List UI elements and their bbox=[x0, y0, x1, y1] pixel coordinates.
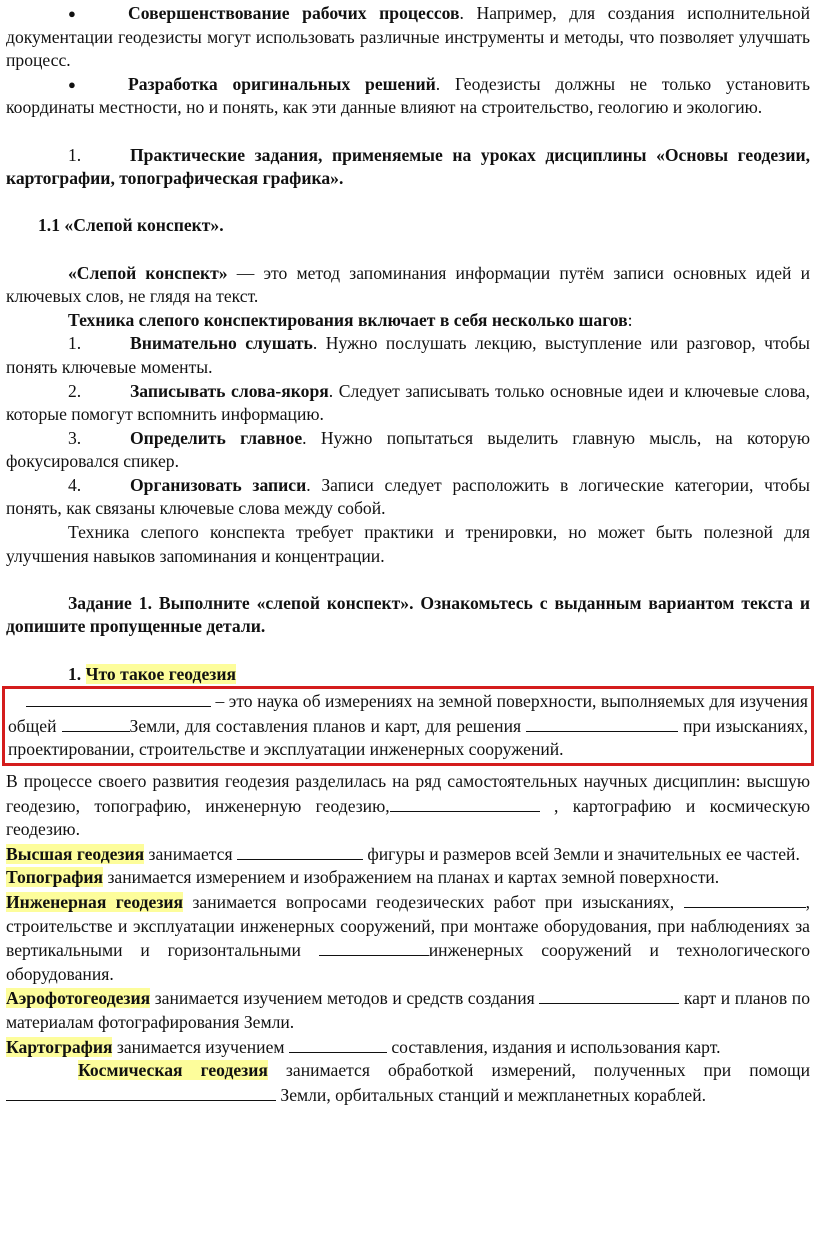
section-heading: 1. Практические задания, применяемые на уроках дисциплины «Основы геодезии, картографии, топографическая графика». bbox=[6, 144, 810, 189]
technique-intro: Техника слепого конспектирования включает в себя несколько шагов: bbox=[68, 309, 633, 330]
discipline-topo: Топография занимается измерением и изображением на планах и картах земной поверхности. bbox=[6, 867, 720, 888]
step-item: 4. Организовать записи. Записи следует расположить в логические категории, чтобы понять, как связаны ключевые слова между собой. bbox=[6, 474, 810, 519]
blank-field[interactable] bbox=[62, 714, 130, 732]
discipline-higher: Высшая геодезия занимается фигуры и размеров всей Земли и значительных ее частей. bbox=[6, 843, 800, 864]
step-item: 1. Внимательно слушать. Нужно послушать лекцию, выступление или разговор, чтобы понять ключевые моменты. bbox=[6, 333, 810, 377]
technique-outro: Техника слепого конспекта требует практики и тренировки, но может быть полезной для улучшения навыков запоминания и концентрации. bbox=[6, 522, 810, 566]
blank-field[interactable] bbox=[526, 714, 678, 732]
blank-field[interactable] bbox=[26, 689, 211, 707]
blank-field[interactable] bbox=[319, 938, 429, 956]
blank-field[interactable] bbox=[684, 890, 806, 908]
blank-field[interactable] bbox=[390, 794, 540, 812]
discipline-aero: Аэрофотогеодезия занимается изучением методов и средств создания карт и планов по материалам фотографирования Земли. bbox=[6, 988, 811, 1032]
blank-field[interactable] bbox=[237, 842, 363, 860]
highlight-box bbox=[2, 686, 814, 766]
subheading: 1.1 «Слепой конспект». bbox=[38, 215, 224, 236]
bullet-title: Совершенствование рабочих процессов bbox=[128, 3, 460, 23]
question-heading: 1. Что такое геодезия bbox=[68, 663, 236, 684]
step-item: 3. Определить главное. Нужно попытаться выделить главную мысль, на которую фокусировался спикер. bbox=[6, 427, 810, 472]
discipline-carto: Картография занимается изучением составления, издания и использования карт. bbox=[6, 1036, 721, 1057]
boxed-paragraph: – это наука об измерениях на земной поверхности, выполняемых для изучения общей Земли, для составления планов и карт, для решения при изысканиях, проектировании, строительстве и эксплуатации инженерных сооружений. bbox=[8, 691, 808, 760]
bullet-icon: ● bbox=[68, 6, 76, 21]
definition-paragraph: «Слепой конспект» — это метод запоминания информации путём записи основных идей и ключевых слов, не глядя на текст. bbox=[6, 262, 811, 307]
bullet-icon: ● bbox=[68, 76, 76, 92]
blank-field[interactable] bbox=[6, 1083, 276, 1101]
discipline-eng: Инженерная геодезия занимается вопросами геодезических работ при изысканиях, , строительстве и эксплуатации инженерных сооружений, при монтаже оборудования, при наблюдениях за вертикальными и горизонтальными инженерных сооружений и технологического оборудования. bbox=[6, 891, 811, 984]
bullet-item: ● Разработка оригинальных решений. Геодезисты должны не только установить координаты местности, но и понять, как эти данные влияют на строительство, геологию и экологию. bbox=[6, 73, 810, 118]
process-paragraph: В процессе своего развития геодезия разделилась на ряд самостоятельных научных дисциплин: высшую геодезию, топографию, инженерную геодезию, , картографию и космическую геодезию. bbox=[6, 771, 810, 840]
bullet-item: ● Совершенствование рабочих процессов. Например, для создания исполнительной документации геодезисты могут использовать различные инструменты и методы, что позволяет улучшать процесс. bbox=[6, 3, 811, 71]
blank-field[interactable] bbox=[289, 1035, 387, 1053]
blank-field[interactable] bbox=[539, 986, 679, 1004]
task-heading: Задание 1. Выполните «слепой конспект». Ознакомьтесь с выданным вариантом текста и допишите пропущенные детали. bbox=[6, 592, 810, 637]
step-item: 2. Записывать слова-якоря. Следует записывать только основные идеи и ключевые слова, которые помогут вспомнить информацию. bbox=[6, 380, 810, 425]
bullet-title: Разработка оригинальных решений bbox=[128, 73, 436, 94]
discipline-space: Космическая геодезия занимается обработкой измерений, полученных при помощи Земли, орбитальных станций и межпланетных кораблей. bbox=[6, 1059, 810, 1107]
document-page bbox=[6, 2, 810, 1107]
